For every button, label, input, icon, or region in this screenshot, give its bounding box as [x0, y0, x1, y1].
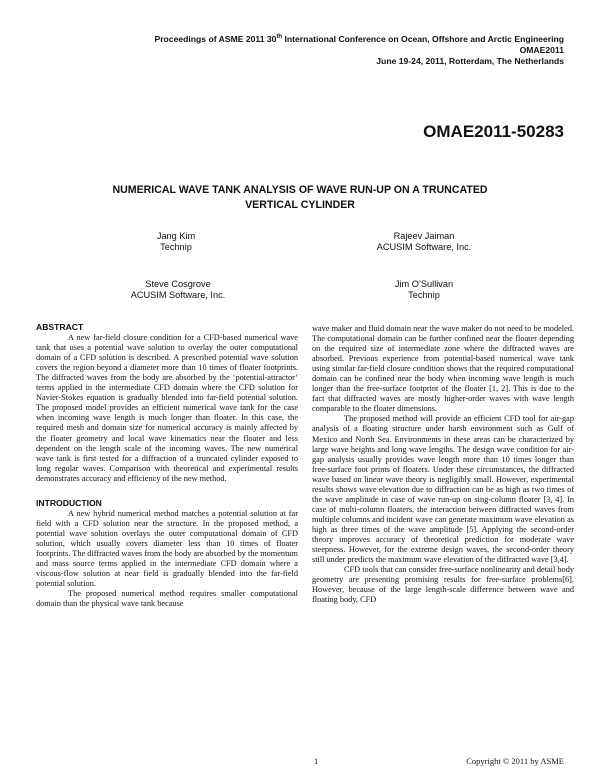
body-paragraph: The proposed method will provide an efficient CFD tool for air-gap analysis of a floating structure under harsh environment such as Gulf of Mexico and North Sea. Environments in these areas can be characterized by large wave heights and long wave lengths. The design wave condition for air-gap analysis usually provides wave length more than 10 times longer than free-surface foot prints of floaters. Under these circumstances, the diffracted wave based on linear wave theory is negligibly small. However, experimental results shows wave elevation due to diffraction can be as high as two times of the wave amplitude in case of wave run-up on sing-column floater [3, 4]. In case of multi-column floaters, the interaction between diffracted waves from multiple columns and incident wave can generate maximum wave elevation as high as three times of the wave amplitude [5]. Applying the second-order theory improves accuracy of theoretical prediction for moderate wave steepness. However, for the extreme design waves, the second-order theory still under predicts the maximum wave elevation of the diffracted wave [3,4]. — [312, 414, 574, 565]
conference-line: Proceedings of ASME 2011 30th International Conference on Ocean, Offshore and Arctic Engineering — [154, 34, 564, 44]
body-paragraph: wave maker and fluid domain near the wave maker do not need to be modeled. The computational domain can be further confined near the floater depending on the required size of intermediate zone where the diffracted waves are absorbed. Previous experience from potential-based numerical wave tank using similar far-field closure condition shows that the required computational domain can be confined near the body when incoming wave length is much longer than the free-surface footprint of the floater [1, 2]. This is due to the fact that diffracted waves are mostly higher-order waves with wave length comparable to the floater dimensions. — [312, 324, 574, 414]
body-paragraph: CFD tools that can consider free-surface nonlinearity and detail body geometry are presenting promising results for free-surface problems[6]. However, because of the large length-scale difference between wave and floating body, CFD — [312, 565, 574, 605]
author-affiliation: ACUSIM Software, Inc. — [376, 242, 472, 252]
left-column — [36, 322, 298, 609]
introduction-paragraph: The proposed numerical method requires smaller computational domain than the physical wave tank because — [36, 589, 298, 609]
author-block — [324, 231, 524, 253]
copyright-notice: Copyright © 2011 by ASME — [466, 756, 564, 766]
author-affiliation: Technip — [408, 290, 440, 300]
author-name: Steve Cosgrove — [145, 279, 211, 289]
abstract-text: A new far-field closure condition for a CFD-based numerical wave tank that uses a potential wave solution to overlay the outer computational domain of a CFD solution is described. A prescribed potential wave solution covers the region beyond a diameter more than 10 times of floater footprints. The diffracted waves from the body are absorbed by the ‘potential-attractor’ terms applied in the intermediate CFD domain where the CFD solution for Navier-Stokes equation is gradually blended into far-field potential solution. The proposed model provides an efficient numerical wave tank for the case when incoming wave length is much longer than floater. In this case, the required mesh and domain size for numerical accuracy is mainly affected by the floater geometry and local wave kinematics near the floater and less dependent on the length scale of the incoming waves. The new numerical wave tank is first tested for a diffraction of a truncated cylinder exposed to long regular waves. Comparison with theoretical and experimental results demonstrates accuracy and efficiency of the new method. — [36, 333, 298, 483]
author-block — [324, 279, 524, 301]
conference-dates: June 19-24, 2011, Rotterdam, The Netherlands — [376, 56, 564, 66]
paper-id: OMAE2011-50283 — [423, 122, 564, 141]
page-number: 1 — [314, 756, 319, 766]
introduction-paragraph: A new hybrid numerical method matches a potential solution at far field with a CFD solution near the structure. In the proposed method, a potential wave solution overlays the outer computational domain of CFD solution, which usually covers diameter less than 10 times of floater footprints. The diffracted waves from the body are absorbed by the momentum and mass source terms applied in the intermediate CFD domain where a viscous-flow solution at near field is gradually blended into the far-field potential solution. — [36, 508, 298, 589]
proceedings-header — [154, 34, 564, 67]
conference-acronym: OMAE2011 — [519, 45, 564, 55]
author-affiliation: ACUSIM Software, Inc. — [130, 290, 226, 300]
author-name: Jim O’Sullivan — [394, 279, 454, 289]
paper-title: NUMERICAL WAVE TANK ANALYSIS OF WAVE RUN-UP ON A TRUNCATED VERTICAL CYLINDER — [112, 184, 488, 211]
right-column — [312, 324, 574, 605]
author-affiliation: Technip — [160, 242, 192, 252]
introduction-heading: INTRODUCTION — [36, 497, 102, 508]
author-block — [78, 279, 278, 301]
author-name: Rajeev Jaiman — [393, 231, 455, 241]
abstract-heading: ABSTRACT — [36, 322, 84, 332]
author-name: Jang Kim — [156, 231, 196, 241]
author-block — [76, 231, 276, 253]
